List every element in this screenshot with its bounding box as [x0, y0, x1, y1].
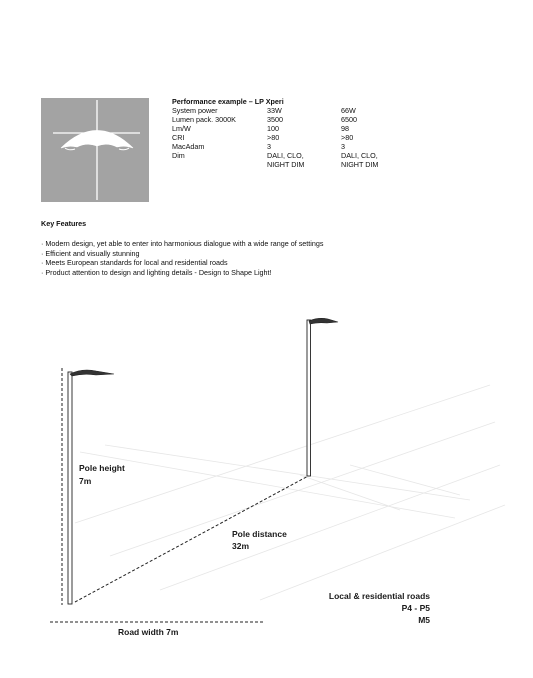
- spec-value: 3: [341, 142, 345, 151]
- key-features-title: Key Features: [41, 219, 87, 228]
- spec-value: 100: [267, 124, 279, 133]
- spec-value: DALI, CLO,: [341, 151, 378, 160]
- spec-label: CRI: [172, 133, 185, 142]
- pole-height-label: Pole height: [79, 463, 125, 473]
- street-lamp-far: [307, 318, 338, 476]
- lighting-class-p: P4 - P5: [401, 603, 430, 613]
- road-type-label: Local & residential roads: [328, 591, 430, 601]
- pole-distance-label: Pole distance: [232, 529, 287, 539]
- pole-height-value: 7m: [79, 476, 92, 486]
- feature-item: · Product attention to design and lighting details - Design to Shape Light!: [41, 268, 323, 278]
- spec-value: 66W: [341, 106, 356, 115]
- feature-item: · Meets European standards for local and residential roads: [41, 258, 323, 268]
- spec-value: 3: [267, 142, 271, 151]
- spec-label: Lm/W: [172, 124, 191, 133]
- road-diagram: [0, 300, 533, 678]
- spec-value: DALI, CLO,: [267, 151, 304, 160]
- spec-title: Performance example – LP Xperi: [172, 97, 284, 106]
- lighting-class-m: M5: [418, 615, 430, 625]
- spec-value: >80: [267, 133, 280, 142]
- spec-label: MacAdam: [172, 142, 205, 151]
- spec-value: 98: [341, 124, 349, 133]
- spec-value: 33W: [267, 106, 282, 115]
- street-lamp-near: [68, 370, 114, 604]
- spec-label: System power: [172, 106, 218, 115]
- spec-value: NIGHT DIM: [341, 160, 379, 169]
- feature-item: · Efficient and visually stunning: [41, 249, 323, 259]
- spec-value: NIGHT DIM: [267, 160, 305, 169]
- spec-value: 6500: [341, 115, 357, 124]
- pole-distance-value: 32m: [232, 541, 250, 551]
- spec-label: Dim: [172, 151, 185, 160]
- luminaire-photo: [41, 98, 149, 202]
- spec-value: >80: [341, 133, 354, 142]
- key-features-list: [41, 239, 323, 277]
- road-width-label: Road width 7m: [118, 627, 179, 637]
- feature-item: · Modern design, yet able to enter into harmonious dialogue with a wide range of settings: [41, 239, 323, 249]
- spec-value: 3500: [267, 115, 283, 124]
- luminaire-icon: [41, 98, 149, 202]
- spec-label: Lumen pack. 3000K: [172, 115, 236, 124]
- road-perspective-lines: [75, 385, 505, 600]
